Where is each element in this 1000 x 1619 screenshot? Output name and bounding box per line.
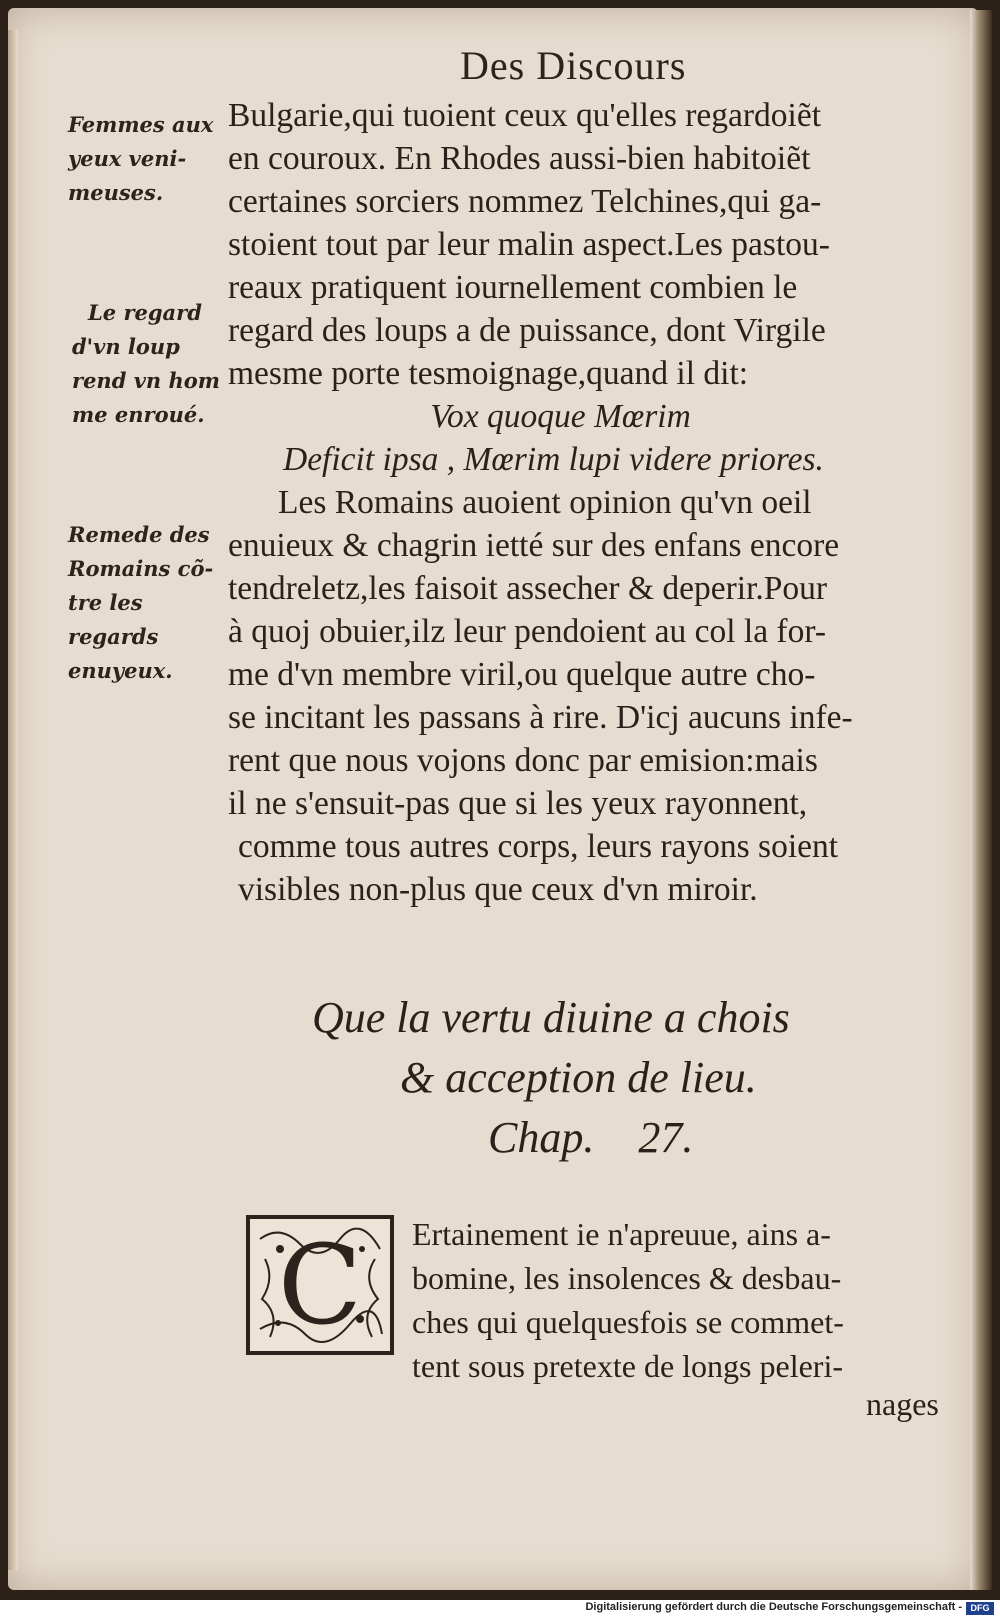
marginal-note-3	[68, 518, 228, 688]
text-line: ches qui quelquesfois se commet-	[412, 1304, 844, 1340]
chapter-title	[0, 988, 1000, 1168]
text-line: Bulgarie,qui tuoient ceux qu'elles regardoiẽt	[228, 97, 822, 134]
marginal-note-line: Romains cõ-	[68, 556, 214, 581]
text-line: mesme porte tesmoignage,quand il dit:	[228, 355, 749, 392]
initial-letter: C	[277, 1221, 363, 1349]
text-line: stoient tout par leur malin aspect.Les pastou-	[228, 226, 830, 263]
text-line: il ne s'ensuit-pas que si les yeux rayonnent,	[228, 785, 808, 822]
marginal-note-line: Femmes aux	[68, 112, 214, 137]
text-line: en couroux. En Rhodes aussi-bien habitoiẽt	[228, 140, 811, 177]
text-line: à quoj obuier,ilz leur pendoient au col la for-	[228, 613, 826, 650]
page-right-edge	[970, 10, 992, 1590]
chapter-title-line: Que la vertu diuine a chois	[312, 993, 790, 1042]
marginal-note-line: meuses.	[68, 180, 164, 205]
footer-credit: Digitalisierung gefördert durch die Deutsche Forschungsgemeinschaft -	[585, 1601, 962, 1613]
chapter-text	[412, 1212, 960, 1388]
text-line: tent sous pretexte de longs peleri-	[412, 1348, 843, 1384]
running-head: Des Discours	[460, 43, 687, 88]
text-line: Ertainement ie n'apreuue, ains a-	[412, 1216, 831, 1252]
text-line: bomine, les insolences & desbau-	[412, 1260, 842, 1296]
text-line: me d'vn membre viril,ou quelque autre cho-	[228, 656, 816, 693]
text-line: Les Romains auoient opinion qu'vn oeil	[278, 484, 812, 521]
text-line: rent que nous vojons donc par emision:mais	[228, 742, 818, 779]
marginal-note-2	[72, 296, 232, 432]
text-line: visibles non-plus que ceux d'vn miroir.	[238, 871, 758, 908]
marginal-note-line: d'vn loup	[72, 334, 180, 359]
marginal-note-line: tre les regards	[68, 590, 159, 649]
marginal-note-line: yeux veni-	[68, 146, 187, 171]
marginal-note-1	[68, 108, 228, 210]
text-line: regard des loups a de puissance, dont Virgile	[228, 312, 826, 349]
decorated-initial	[246, 1215, 394, 1355]
text-line: certaines sorciers nommez Telchines,qui ga-	[228, 183, 822, 220]
verse-line: Vox quoque Mœrim	[430, 398, 691, 435]
text-line: comme tous autres corps, leurs rayons soient	[238, 828, 839, 865]
text-line: enuieux & chagrin ietté sur des enfans encore	[228, 527, 840, 564]
marginal-note-line: me enroué.	[72, 402, 205, 427]
chapter-number: Chap. 27.	[488, 1113, 694, 1162]
marginal-note-line: rend vn hom	[72, 368, 220, 393]
footer-bar	[0, 1600, 1000, 1619]
text-line: se incitant les passans à rire. D'icj aucuns infe-	[228, 699, 853, 736]
verse-line: Deficit ipsa , Mœrim lupi videre priores.	[283, 441, 824, 478]
text-line: reaux pratiquent iournellement combien le	[228, 269, 798, 306]
dfg-logo: DFG	[966, 1602, 994, 1615]
catchword: nages	[866, 1386, 939, 1422]
marginal-note-line: Remede des	[68, 522, 210, 547]
body-text	[228, 94, 953, 911]
marginal-note-line: Le regard	[88, 300, 202, 325]
marginal-note-line: enuyeux.	[68, 658, 173, 683]
chapter-title-line: & acception de lieu.	[400, 1053, 757, 1102]
page-left-edge	[8, 30, 18, 1570]
text-line: tendreletz,les faisoit assecher & deperir.Pour	[228, 570, 828, 607]
